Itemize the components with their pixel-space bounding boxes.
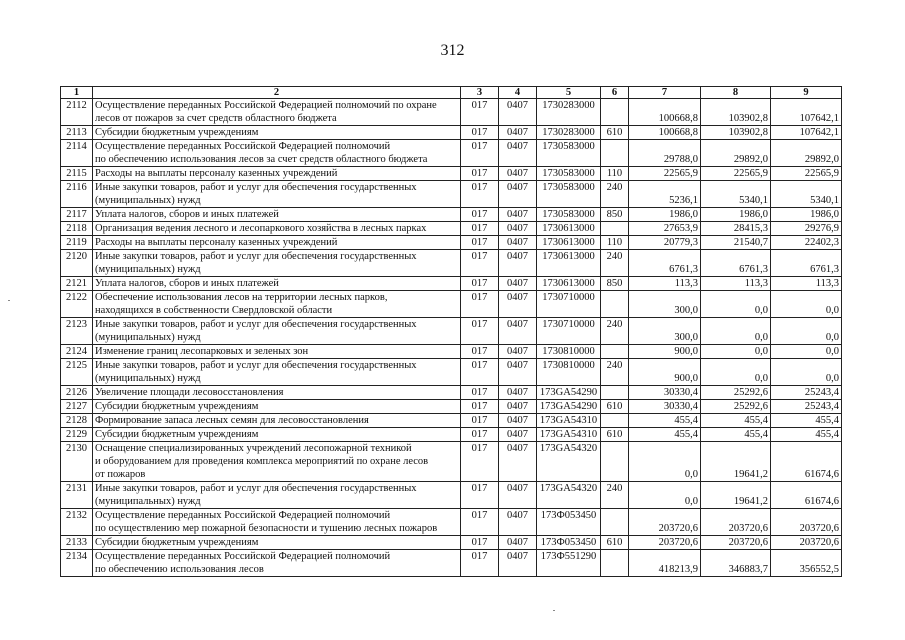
row-number: 2120 [61,250,93,277]
table-row [61,345,842,359]
amount-col7: 203720,6 [629,536,701,550]
table-row [61,536,842,550]
amount-col7: 0,0 [629,442,701,482]
target-code: 1730283000 [537,99,601,126]
target-code: 1730283000 [537,126,601,140]
ministry-code: 017 [461,345,499,359]
amount-col9: 25243,4 [771,386,842,400]
expense-type-code [601,550,629,577]
amount-col7: 30330,4 [629,386,701,400]
ministry-code: 017 [461,181,499,208]
row-name: Изменение границ лесопарковых и зеленых зон [93,345,461,359]
scan-mark [8,300,10,301]
amount-col7: 455,4 [629,428,701,442]
table-row [61,208,842,222]
table-row [61,291,842,318]
ministry-code: 017 [461,482,499,509]
section-code: 0407 [499,140,537,167]
row-name: Иные закупки товаров, работ и услуг для обеспечения государственных (муниципальных) нужд [93,359,461,386]
target-code: 1730613000 [537,236,601,250]
row-number: 2116 [61,181,93,208]
column-header: 5 [537,87,601,99]
section-code: 0407 [499,208,537,222]
row-name: Расходы на выплаты персоналу казенных учреждений [93,167,461,181]
row-number: 2131 [61,482,93,509]
table-row [61,222,842,236]
target-code: 1730583000 [537,140,601,167]
amount-col7: 1986,0 [629,208,701,222]
row-number: 2124 [61,345,93,359]
amount-col7: 22565,9 [629,167,701,181]
target-code: 1730583000 [537,208,601,222]
target-code: 173GA54290 [537,400,601,414]
table-row [61,277,842,291]
expense-type-code [601,386,629,400]
row-name: Осуществление переданных Российской Федерацией полномочий по осуществлению мер пожарной безопасности и тушению лесных пожаров [93,509,461,536]
table-row [61,167,842,181]
amount-col8: 455,4 [701,428,771,442]
target-code: 1730710000 [537,291,601,318]
expense-type-code: 240 [601,250,629,277]
expense-type-code [601,140,629,167]
target-code: 1730583000 [537,167,601,181]
page-number: 312 [440,42,465,59]
ministry-code: 017 [461,277,499,291]
expense-type-code [601,345,629,359]
ministry-code: 017 [461,386,499,400]
row-name: Организация ведения лесного и лесопаркового хозяйства в лесных парках [93,222,461,236]
amount-col9: 0,0 [771,318,842,345]
expense-type-code: 240 [601,359,629,386]
table-row [61,386,842,400]
amount-col8: 19641,2 [701,482,771,509]
amount-col7: 203720,6 [629,509,701,536]
section-code: 0407 [499,386,537,400]
row-number: 2122 [61,291,93,318]
ministry-code: 017 [461,250,499,277]
amount-col9: 203720,6 [771,509,842,536]
target-code: 1730710000 [537,318,601,345]
amount-col7: 113,3 [629,277,701,291]
section-code: 0407 [499,167,537,181]
amount-col8: 0,0 [701,345,771,359]
expense-type-code: 610 [601,428,629,442]
expense-type-code [601,222,629,236]
column-header: 6 [601,87,629,99]
table-row [61,509,842,536]
amount-col9: 5340,1 [771,181,842,208]
table-body [61,99,842,577]
ministry-code: 017 [461,400,499,414]
expense-type-code: 610 [601,400,629,414]
amount-col9: 0,0 [771,291,842,318]
amount-col7: 100668,8 [629,126,701,140]
ministry-code: 017 [461,167,499,181]
target-code: 173Ф551290 [537,550,601,577]
expense-type-code [601,291,629,318]
column-header: 8 [701,87,771,99]
row-number: 2115 [61,167,93,181]
amount-col8: 25292,6 [701,400,771,414]
table-row [61,400,842,414]
table-row [61,442,842,482]
amount-col9: 29276,9 [771,222,842,236]
table-row [61,482,842,509]
ministry-code: 017 [461,126,499,140]
section-code: 0407 [499,181,537,208]
amount-col7: 20779,3 [629,236,701,250]
ministry-code: 017 [461,291,499,318]
row-number: 2113 [61,126,93,140]
section-code: 0407 [499,550,537,577]
target-code: 1730810000 [537,359,601,386]
amount-col8: 0,0 [701,318,771,345]
amount-col9: 107642,1 [771,126,842,140]
ministry-code: 017 [461,222,499,236]
amount-col9: 22565,9 [771,167,842,181]
row-name: Иные закупки товаров, работ и услуг для обеспечения государственных (муниципальных) нужд [93,181,461,208]
row-number: 2121 [61,277,93,291]
amount-col9: 29892,0 [771,140,842,167]
expense-type-code: 110 [601,167,629,181]
section-code: 0407 [499,250,537,277]
row-name: Уплата налогов, сборов и иных платежей [93,208,461,222]
section-code: 0407 [499,482,537,509]
table-row [61,414,842,428]
row-name: Субсидии бюджетным учреждениям [93,536,461,550]
amount-col8: 5340,1 [701,181,771,208]
section-code: 0407 [499,442,537,482]
amount-col9: 1986,0 [771,208,842,222]
row-number: 2129 [61,428,93,442]
row-name: Формирование запаса лесных семян для лесовосстановления [93,414,461,428]
expense-type-code: 240 [601,181,629,208]
target-code: 173GA54310 [537,428,601,442]
ministry-code: 017 [461,318,499,345]
section-code: 0407 [499,536,537,550]
row-name: Осуществление переданных Российской Федерацией полномочий по охране лесов от пожаров за счет средств областного бюджета [93,99,461,126]
table-row [61,236,842,250]
section-code: 0407 [499,345,537,359]
column-header: 4 [499,87,537,99]
row-number: 2119 [61,236,93,250]
ministry-code: 017 [461,140,499,167]
ministry-code: 017 [461,536,499,550]
expense-type-code [601,509,629,536]
expense-type-code: 610 [601,536,629,550]
section-code: 0407 [499,99,537,126]
target-code: 173GA54320 [537,442,601,482]
row-name: Обеспечение использования лесов на территории лесных парков, находящихся в собственности Свердловской области [93,291,461,318]
table-row [61,428,842,442]
amount-col8: 113,3 [701,277,771,291]
row-number: 2125 [61,359,93,386]
ministry-code: 017 [461,550,499,577]
amount-col8: 28415,3 [701,222,771,236]
row-number: 2132 [61,509,93,536]
expense-type-code [601,442,629,482]
section-code: 0407 [499,236,537,250]
row-number: 2123 [61,318,93,345]
column-header: 3 [461,87,499,99]
row-name: Осуществление переданных Российской Федерацией полномочий по обеспечению использования лесов за счет средств областного бюджета [93,140,461,167]
amount-col7: 900,0 [629,345,701,359]
amount-col8: 455,4 [701,414,771,428]
amount-col8: 103902,8 [701,126,771,140]
section-code: 0407 [499,414,537,428]
target-code: 173GA54310 [537,414,601,428]
row-number: 2117 [61,208,93,222]
amount-col9: 0,0 [771,345,842,359]
table-row [61,140,842,167]
row-name: Иные закупки товаров, работ и услуг для обеспечения государственных (муниципальных) нужд [93,482,461,509]
amount-col9: 455,4 [771,414,842,428]
ministry-code: 017 [461,208,499,222]
ministry-code: 017 [461,99,499,126]
header-row [61,87,842,99]
amount-col7: 29788,0 [629,140,701,167]
amount-col7: 0,0 [629,482,701,509]
amount-col7: 5236,1 [629,181,701,208]
row-name: Оснащение специализированных учреждений лесопожарной техникой и оборудованием для проведения комплекса мероприятий по охране лесов от пожаров [93,442,461,482]
section-code: 0407 [499,318,537,345]
section-code: 0407 [499,126,537,140]
amount-col8: 103902,8 [701,99,771,126]
table-row [61,181,842,208]
target-code: 173GA54290 [537,386,601,400]
ministry-code: 017 [461,428,499,442]
section-code: 0407 [499,291,537,318]
amount-col8: 0,0 [701,359,771,386]
target-code: 1730810000 [537,345,601,359]
expense-type-code: 240 [601,318,629,345]
table-row [61,318,842,345]
amount-col9: 356552,5 [771,550,842,577]
expense-type-code: 610 [601,126,629,140]
amount-col8: 22565,9 [701,167,771,181]
expense-type-code: 850 [601,277,629,291]
target-code: 173GA54320 [537,482,601,509]
budget-table [60,86,842,577]
row-name: Иные закупки товаров, работ и услуг для обеспечения государственных (муниципальных) нужд [93,318,461,345]
amount-col7: 455,4 [629,414,701,428]
row-name: Расходы на выплаты персоналу казенных учреждений [93,236,461,250]
amount-col8: 1986,0 [701,208,771,222]
amount-col9: 6761,3 [771,250,842,277]
expense-type-code [601,414,629,428]
amount-col8: 6761,3 [701,250,771,277]
row-number: 2126 [61,386,93,400]
expense-type-code [601,99,629,126]
amount-col7: 30330,4 [629,400,701,414]
amount-col7: 300,0 [629,318,701,345]
table-row [61,550,842,577]
row-name: Осуществление переданных Российской Федерацией полномочий по обеспечению использования лесов [93,550,461,577]
target-code: 173Ф053450 [537,509,601,536]
amount-col7: 418213,9 [629,550,701,577]
amount-col8: 203720,6 [701,509,771,536]
column-header: 7 [629,87,701,99]
ministry-code: 017 [461,414,499,428]
amount-col7: 300,0 [629,291,701,318]
amount-col8: 203720,6 [701,536,771,550]
row-number: 2130 [61,442,93,482]
row-name: Субсидии бюджетным учреждениям [93,126,461,140]
row-number: 2128 [61,414,93,428]
amount-col9: 113,3 [771,277,842,291]
ministry-code: 017 [461,509,499,536]
target-code: 173Ф053450 [537,536,601,550]
target-code: 1730613000 [537,250,601,277]
column-header: 2 [93,87,461,99]
amount-col9: 0,0 [771,359,842,386]
row-name: Увеличение площади лесовосстановления [93,386,461,400]
target-code: 1730583000 [537,181,601,208]
section-code: 0407 [499,222,537,236]
target-code: 1730613000 [537,222,601,236]
expense-type-code: 240 [601,482,629,509]
amount-col8: 25292,6 [701,386,771,400]
amount-col9: 25243,4 [771,400,842,414]
ministry-code: 017 [461,359,499,386]
amount-col8: 346883,7 [701,550,771,577]
table-row [61,250,842,277]
amount-col7: 6761,3 [629,250,701,277]
section-code: 0407 [499,509,537,536]
row-number: 2118 [61,222,93,236]
amount-col8: 0,0 [701,291,771,318]
row-name: Иные закупки товаров, работ и услуг для обеспечения государственных (муниципальных) нужд [93,250,461,277]
amount-col8: 19641,2 [701,442,771,482]
row-number: 2112 [61,99,93,126]
row-name: Уплата налогов, сборов и иных платежей [93,277,461,291]
amount-col9: 107642,1 [771,99,842,126]
row-name: Субсидии бюджетным учреждениям [93,400,461,414]
section-code: 0407 [499,359,537,386]
section-code: 0407 [499,428,537,442]
amount-col9: 22402,3 [771,236,842,250]
column-header: 1 [61,87,93,99]
amount-col9: 61674,6 [771,482,842,509]
row-name: Субсидии бюджетным учреждениям [93,428,461,442]
row-number: 2114 [61,140,93,167]
ministry-code: 017 [461,442,499,482]
amount-col7: 27653,9 [629,222,701,236]
row-number: 2127 [61,400,93,414]
ministry-code: 017 [461,236,499,250]
amount-col8: 21540,7 [701,236,771,250]
expense-type-code: 850 [601,208,629,222]
table-row [61,99,842,126]
scan-mark [553,610,555,611]
expense-type-code: 110 [601,236,629,250]
row-number: 2134 [61,550,93,577]
table-row [61,359,842,386]
amount-col7: 900,0 [629,359,701,386]
table-row [61,126,842,140]
section-code: 0407 [499,277,537,291]
amount-col9: 203720,6 [771,536,842,550]
column-header: 9 [771,87,842,99]
amount-col8: 29892,0 [701,140,771,167]
row-number: 2133 [61,536,93,550]
amount-col7: 100668,8 [629,99,701,126]
target-code: 1730613000 [537,277,601,291]
amount-col9: 455,4 [771,428,842,442]
amount-col9: 61674,6 [771,442,842,482]
section-code: 0407 [499,400,537,414]
